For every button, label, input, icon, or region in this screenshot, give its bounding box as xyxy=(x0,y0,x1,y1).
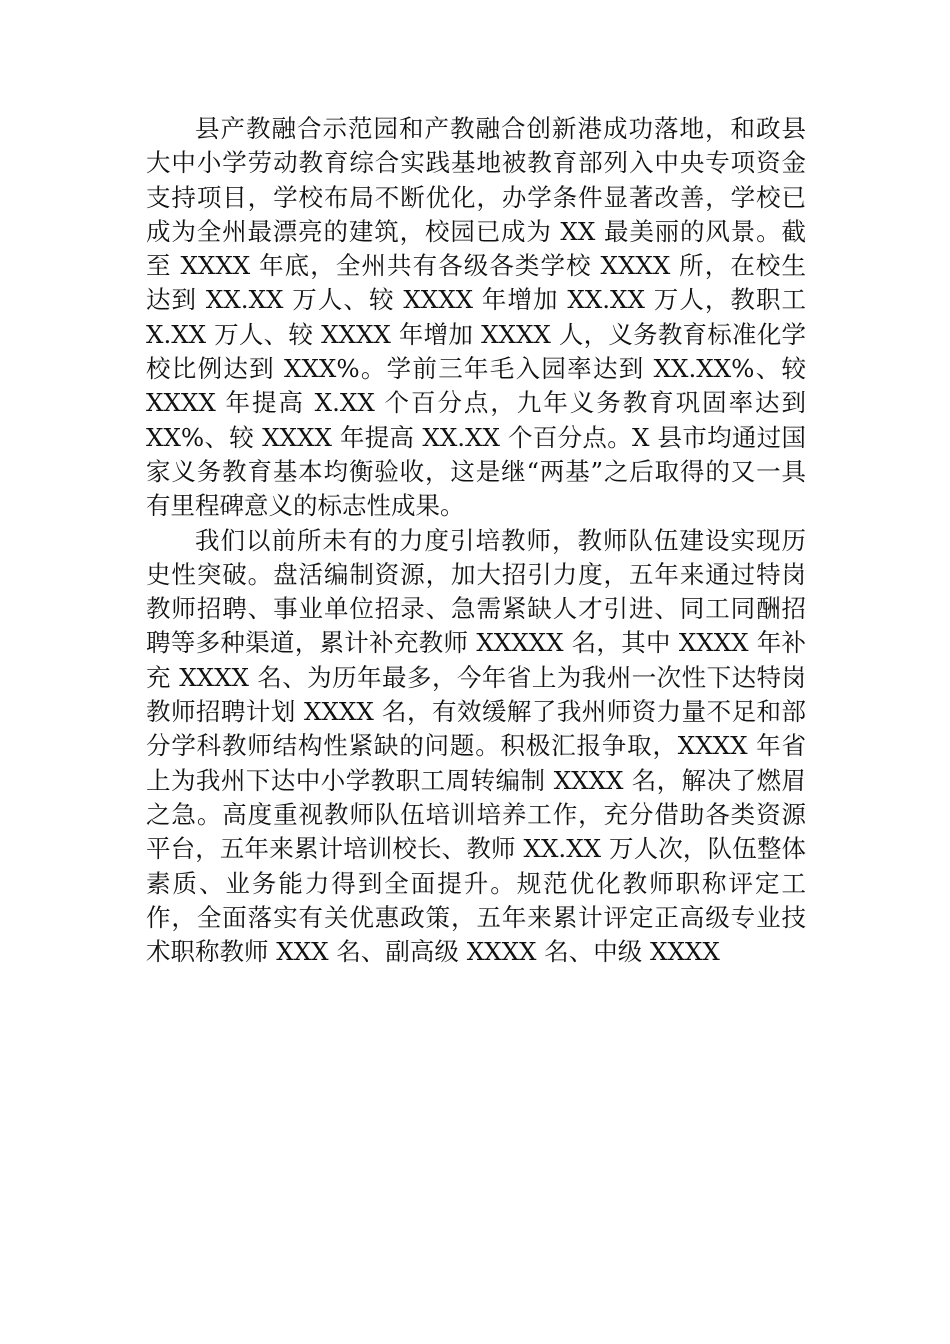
paragraph-education-development: 县产教融合示范园和产教融合创新港成功落地，和政县大中小学劳动教育综合实践基地被教育部列入中央专项资金支持项目，学校布局不断优化，办学条件显著改善，学校已成为全州最漂亮的建筑，校园已成为 XX 最美丽的风景。截至 XXXX 年底，全州共有各级各类学校 XXXX 所，在校生达到 XX.XX 万人、较 XXXX 年增加 XX.XX 万人，教职工 X.XX 万人、较 XXXX 年增加 XXXX 人，义务教育标准化学校比例达到 XXX%。学前三年毛入园率达到 XX.XX%、较 XXXX 年提高 X.XX 个百分点，九年义务教育巩固率达到 XX%、较 XXXX 年提高 XX.XX 个百分点。X 县市均通过国家义务教育基本均衡验收，这是继“两基”之后取得的又一具有里程碑意义的标志性成果。 xyxy=(146,114,806,521)
paragraph-teacher-recruitment: 我们以前所未有的力度引培教师，教师队伍建设实现历史性突破。盘活编制资源，加大招引力度，五年来通过特岗教师招聘、事业单位招录、急需紧缺人才引进、同工同酬招聘等多种渠道，累计补充教师 XXXXX 名，其中 XXXX 年补充 XXXX 名、为历年最多，今年省上为我州一次性下达特岗教师招聘计划 XXXX 名，有效缓解了我州师资力量不足和部分学科教师结构性紧缺的问题。积极汇报争取，XXXX 年省上为我州下达中小学教职工周转编制 XXXX 名，解决了燃眉之急。高度重视教师队伍培训培养工作，充分借助各类资源平台，五年来累计培训校长、教师 XX.XX 万人次，队伍整体素质、业务能力得到全面提升。规范优化教师职称评定工作，全面落实有关优惠政策，五年来累计评定正高级专业技术职称教师 XXX 名、副高级 XXXX 名、中级 XXXX xyxy=(146,525,806,967)
document-body xyxy=(146,112,806,969)
